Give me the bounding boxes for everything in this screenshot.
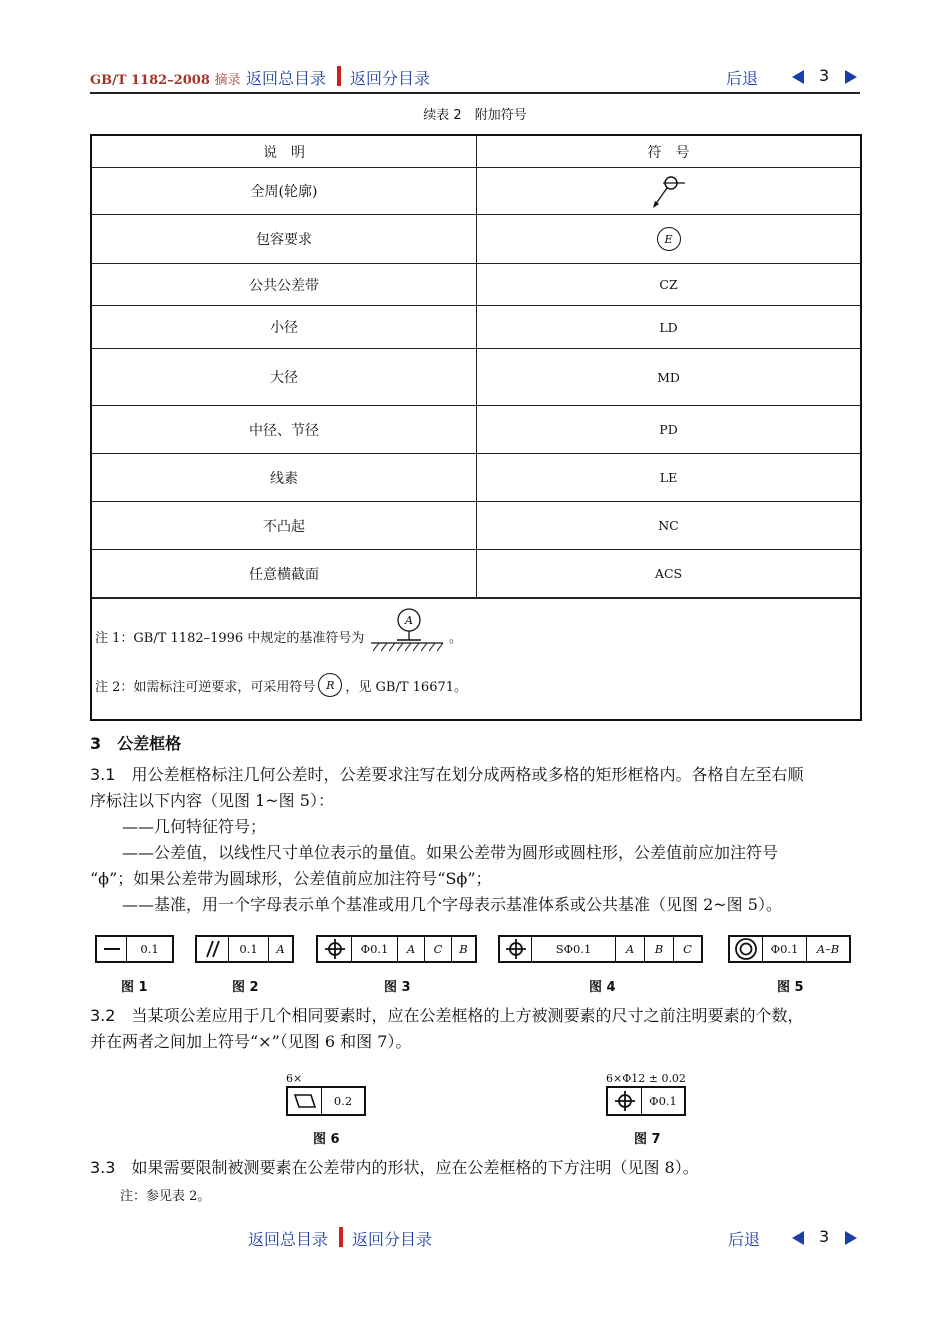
envelope-requirement-icon: E [657,227,681,251]
table-row: 大径 MD [92,349,860,406]
figure-4-caption: 图 4 [589,980,616,995]
datum-letter: A [405,614,413,627]
datum-symbol-icon [367,607,447,657]
table-row: 包容要求 E [92,215,860,264]
next-page-icon[interactable] [845,70,857,84]
note-1: 注 1：GB/T 1182–1996 中规定的基准符号为 A 。 [95,627,364,646]
footnote: 注：参见表 2。 [120,1189,211,1204]
figure-1-frame: 0.1 [95,935,174,963]
reciprocity-requirement-icon: R [318,673,342,697]
figure-6-caption: 图 6 [313,1132,340,1147]
figure-4-frame: SΦ0.1 A B C [498,935,703,963]
figure-6-frame: 0.2 [286,1086,366,1116]
header-rule [90,92,860,94]
figure-7-frame: Φ0.1 [606,1086,686,1116]
next-page-icon[interactable] [845,1231,857,1245]
main-toc-link[interactable]: 返回总目录 [246,69,327,88]
table-row: 公共公差带 CZ [92,264,860,306]
table-row: 任意横截面 ACS [92,550,860,598]
table-row: 线素 LE [92,454,860,502]
flatness-icon [293,1093,317,1109]
figure-7-caption: 图 7 [634,1132,661,1147]
section-heading: 3 公差框格 [90,734,182,753]
prev-page-icon[interactable] [792,70,804,84]
parallelism-icon [203,939,223,959]
nav-divider [339,1227,343,1247]
figure-3-caption: 图 3 [384,980,411,995]
bottom-nav [90,1227,860,1251]
paragraph-3-2: 3.2 当某项公差应用于几个相同要素时，应在公差框格的上方被测要素的尺寸之前注明要素的个数， 并在两者之间加上符号“×”（见图 6 和图 7）。 [90,1006,804,1051]
table-header-row [92,136,860,168]
header-desc: 说 明 [92,136,477,167]
position-icon [505,938,527,960]
figure-1-caption: 图 1 [121,980,148,995]
figure-2-caption: 图 2 [232,980,259,995]
concentricity-icon [734,937,758,961]
table-row: 中径、节径 PD [92,406,860,454]
table-caption: 续表 2 附加符号 [423,108,527,123]
note-2: 注 2：如需标注可逆要求，可采用符号 R ，见 GB/T 16671。 [95,673,467,697]
figure-7-dimension: 6×Φ12 ± 0.02 [606,1072,686,1085]
prev-page-icon[interactable] [792,1231,804,1245]
straightness-icon [103,944,121,954]
main-toc-link[interactable]: 返回总目录 [248,1230,329,1249]
position-icon [324,938,346,960]
back-link[interactable]: 后退 [728,1230,761,1249]
figure-2-frame: 0.1 A [195,935,294,963]
table-row: 不凸起 NC [92,502,860,550]
sub-toc-link[interactable]: 返回分目录 [350,69,431,88]
paragraph-3-1: 3.1 用公差框格标注几何公差时，公差要求注写在划分成两格或多格的矩形框格内。各格自左至右顺 序标注以下内容（见图 1~图 5）： ——几何特征符号； ——公差值，以线性尺寸单位表示的量值。如果公差带为圆形或圆柱形，公差值前应加注符号 “ϕ”；如果公差带为圆球形，公差值前应加注符号“Sϕ”； ——基准，用一个字母表示单个基准或用几个字母表示基准体系或公共基准（见图 2~图 5）。 [90,765,804,914]
top-nav [90,66,860,90]
figure-3-frame: Φ0.1 A C B [316,935,477,963]
nav-divider [337,66,341,86]
table-row: 全周(轮廓) [92,168,860,215]
table-notes [92,598,860,719]
figure-5-frame: Φ0.1 A–B [728,935,851,963]
table-row: 小径 LD [92,306,860,349]
symbols-table [90,134,862,721]
page-number: 3 [819,66,830,85]
page-number: 3 [819,1227,830,1246]
paragraph-3-3: 3.3 如果需要限制被测要素在公差带内的形状，应在公差框格的下方注明（见图 8）。 [90,1158,699,1177]
all-around-icon [647,171,691,211]
figure-5-caption: 图 5 [777,980,804,995]
position-icon [614,1090,636,1112]
figure-6-count: 6× [286,1072,303,1085]
header-symbol: 符 号 [647,144,690,161]
sub-toc-link[interactable]: 返回分目录 [352,1230,433,1249]
standard-id: GB/T 1182–2008 摘录 [90,73,241,88]
back-link[interactable]: 后退 [726,69,759,88]
